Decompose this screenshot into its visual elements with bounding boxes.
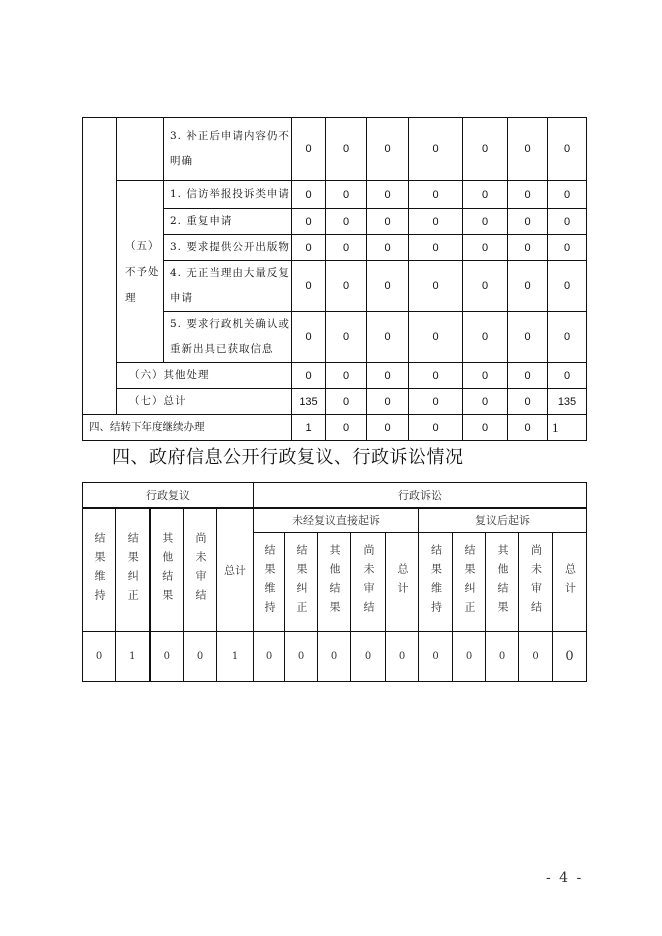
row-label: 3. 补正后申请内容仍不明确 [164, 118, 292, 181]
review-col-header: 结果纠正 [116, 508, 150, 632]
value-cell: 0 [419, 632, 453, 682]
cell-value: 0 [548, 363, 587, 389]
cell-value: 0 [326, 312, 367, 363]
suit-col-header: 结果纠正 [453, 533, 486, 632]
review-col-header: 结果维持 [83, 508, 116, 632]
cell-value: 0 [463, 261, 508, 312]
cell-value: 0 [508, 415, 548, 441]
value-cell: 0 [486, 632, 519, 682]
row-label: 四、结转下年度继续办理 [83, 415, 292, 441]
cell-value: 0 [409, 209, 463, 235]
cell-value: 0 [548, 118, 587, 181]
cell-value: 0 [292, 235, 326, 261]
cell-value: 0 [548, 181, 587, 209]
cell-value: 0 [292, 312, 326, 363]
suit-col-header: 结果维持 [254, 533, 285, 632]
value-cell: 1 [217, 632, 254, 682]
cell-value: 1 [548, 415, 587, 441]
cell-value: 0 [508, 261, 548, 312]
cell-value: 0 [548, 261, 587, 312]
value-cell: 0 [318, 632, 351, 682]
group-cell-empty [117, 118, 164, 181]
cell-value: 0 [463, 312, 508, 363]
cell-value: 0 [367, 235, 409, 261]
cell-value: 0 [508, 312, 548, 363]
value-cell: 0 [386, 632, 419, 682]
group-five-label [117, 181, 164, 363]
value-cell: 0 [553, 632, 587, 682]
suit-col-header: 结果维持 [419, 533, 453, 632]
cell-value: 0 [463, 389, 508, 415]
suit-col-header: 其他结果 [318, 533, 351, 632]
cell-value: 0 [326, 261, 367, 312]
row-label: 4. 无正当理由大量反复申请 [164, 261, 292, 312]
cell-value: 0 [463, 415, 508, 441]
direct-suit-header: 未经复议直接起诉 [254, 508, 419, 533]
cell-value: 0 [508, 118, 548, 181]
cell-value: 0 [463, 235, 508, 261]
cell-value: 0 [409, 363, 463, 389]
cell-value: 135 [548, 389, 587, 415]
cell-value: 0 [463, 118, 508, 181]
group-label-line: 不予处 [125, 265, 160, 278]
row-label: （六）其他处理 [117, 363, 292, 389]
cell-value: 0 [409, 261, 463, 312]
cell-value: 0 [367, 181, 409, 209]
value-cell: 0 [285, 632, 318, 682]
value-cell: 0 [83, 632, 116, 682]
cell-value: 0 [508, 181, 548, 209]
group-label-line: （五） [125, 239, 160, 252]
value-cell: 0 [351, 632, 386, 682]
cell-value: 0 [508, 389, 548, 415]
cell-value: 0 [326, 415, 367, 441]
cell-value: 0 [326, 181, 367, 209]
cell-value: 1 [292, 415, 326, 441]
litigation-header: 行政诉讼 [254, 483, 587, 508]
cell-value: 0 [409, 181, 463, 209]
value-cell: 1 [116, 632, 150, 682]
cell-value: 0 [326, 118, 367, 181]
suit-col-header: 总计 [386, 533, 419, 632]
value-cell: 0 [453, 632, 486, 682]
row-label: （七）总计 [117, 389, 292, 415]
cell-value: 0 [548, 209, 587, 235]
after-review-header: 复议后起诉 [419, 508, 587, 533]
cell-value: 0 [409, 312, 463, 363]
cell-value: 0 [367, 209, 409, 235]
cell-value: 0 [292, 363, 326, 389]
cell-value: 0 [292, 181, 326, 209]
cell-value: 0 [409, 235, 463, 261]
row-label: 3. 要求提供公开出版物 [164, 235, 292, 261]
suit-col-header: 尚未审结 [351, 533, 386, 632]
review-col-header: 其他结果 [150, 508, 184, 632]
row-label: 1. 信访举报投诉类申请 [164, 181, 292, 209]
cell-value: 0 [463, 209, 508, 235]
cell-value: 0 [548, 235, 587, 261]
cell-value: 0 [367, 389, 409, 415]
review-header: 行政复议 [83, 483, 254, 508]
review-litigation-table [82, 482, 587, 682]
suit-col-header: 其他结果 [486, 533, 519, 632]
cell-value: 0 [463, 181, 508, 209]
cell-value: 0 [367, 415, 409, 441]
cell-value: 0 [326, 389, 367, 415]
cell-value: 0 [409, 118, 463, 181]
cell-value: 0 [409, 389, 463, 415]
cell-value: 0 [409, 415, 463, 441]
cell-value: 0 [326, 209, 367, 235]
group-label-line: 理 [125, 291, 137, 304]
suit-col-header: 结果纠正 [285, 533, 318, 632]
cell-value: 0 [508, 209, 548, 235]
cell-value: 0 [367, 312, 409, 363]
cell-value: 0 [326, 363, 367, 389]
cell-value: 0 [292, 118, 326, 181]
value-cell: 0 [150, 632, 184, 682]
review-col-header: 总计 [217, 508, 254, 632]
outer-group-cell [83, 118, 117, 415]
row-label: 5. 要求行政机关确认或重新出具已获取信息 [164, 312, 292, 363]
cell-value: 0 [326, 235, 367, 261]
cell-value: 0 [292, 209, 326, 235]
suit-col-header: 总计 [553, 533, 587, 632]
cell-value: 0 [463, 363, 508, 389]
value-cell: 0 [254, 632, 285, 682]
review-col-header: 尚未审结 [184, 508, 217, 632]
row-label: 2. 重复申请 [164, 209, 292, 235]
page-number: - 4 - [546, 870, 584, 886]
suit-col-header: 尚未审结 [519, 533, 553, 632]
cell-value: 0 [292, 261, 326, 312]
cell-value: 0 [367, 118, 409, 181]
cell-value: 0 [548, 312, 587, 363]
cell-value: 0 [508, 363, 548, 389]
value-cell: 0 [519, 632, 553, 682]
cell-value: 0 [367, 363, 409, 389]
cell-value: 135 [292, 389, 326, 415]
value-cell: 0 [184, 632, 217, 682]
cell-value: 0 [367, 261, 409, 312]
section-heading: 四、政府信息公开行政复议、行政诉讼情况 [112, 447, 464, 468]
disclosure-processing-table [82, 117, 587, 441]
cell-value: 0 [508, 235, 548, 261]
